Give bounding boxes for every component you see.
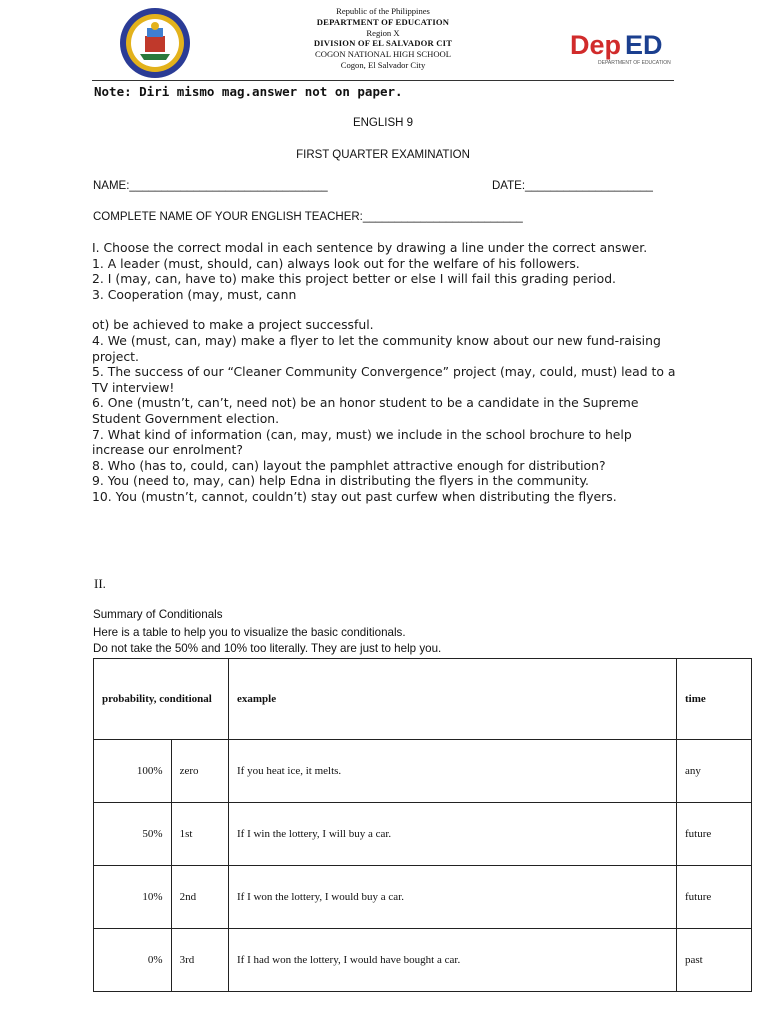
conditional-cell: 1st [171, 803, 228, 866]
question-item: 1. A leader (must, should, can) always look out for the welfare of his followers. [92, 255, 580, 271]
question-item: 10. You (mustn’t, cannot, couldn’t) stay out past curfew when distributing the flyers. [92, 488, 617, 504]
question-item: 6. One (mustn’t, can’t, need not) be an honor student to be a candidate in the Supreme Student Government election. [92, 395, 639, 426]
question-item: ot) be achieved to make a project successful. [92, 317, 374, 333]
date-field: DATE:____________________ [492, 180, 653, 192]
conditional-cell: 3rd [171, 929, 228, 992]
note-text: Note: Diri mismo mag.answer not on paper. [94, 84, 403, 99]
teacher-field: COMPLETE NAME OF YOUR ENGLISH TEACHER:_________________________ [93, 211, 523, 223]
part2-label: II. [94, 576, 106, 591]
header-probability: probability, conditional [94, 659, 229, 740]
header-divider [92, 80, 674, 81]
question-item: 8. Who (has to, could, can) layout the pamphlet attractive enough for distribution? [92, 457, 606, 473]
question-item: 3. Cooperation (may, must, cann [92, 286, 297, 302]
header-example: example [229, 659, 677, 740]
school-seal-logo [118, 6, 192, 80]
conditional-cell: 2nd [171, 866, 228, 929]
question-item: 2. I (may, can, have to) make this project better or else I will fail this grading period. [92, 271, 616, 287]
header-time: time [677, 659, 752, 740]
example-cell: If I win the lottery, I will buy a car. [229, 803, 677, 866]
probability-cell: 0% [94, 929, 172, 992]
time-cell: past [677, 929, 752, 992]
svg-text:Dep: Dep [570, 30, 622, 60]
conditionals-table [93, 658, 752, 992]
probability-cell: 100% [94, 740, 172, 803]
table-row [94, 866, 752, 929]
department-line: DEPARTMENT OF EDUCATION [316, 16, 450, 27]
division-line: DIVISION OF EL SALVADOR CIT [313, 38, 453, 49]
time-cell: any [677, 740, 752, 803]
table-row [94, 740, 752, 803]
question-item: 9. You (need to, may, can) help Edna in distributing the flyers in the community. [92, 473, 589, 489]
table-row [94, 929, 752, 992]
conditional-cell: zero [171, 740, 228, 803]
question-item: 7. What kind of information (can, may, must) we include in the school brochure to help increase our enrolment? [92, 426, 632, 458]
school-header [230, 6, 536, 71]
svg-text:DEPARTMENT OF EDUCATION: DEPARTMENT OF EDUCATION [598, 60, 671, 66]
svg-text:ED: ED [625, 30, 663, 60]
summary-intro-1: Here is a table to help you to visualize the basic conditionals. [93, 626, 406, 639]
republic-line: Republic of the Philippines [336, 6, 430, 16]
summary-intro-2: Do not take the 50% and 10% too literally. They are just to help you. [93, 642, 442, 655]
example-cell: If I had won the lottery, I would have bought a car. [229, 929, 677, 992]
exam-title: FIRST QUARTER EXAMINATION [296, 149, 470, 161]
subject-title: ENGLISH 9 [352, 117, 414, 129]
region-line: Region X [366, 27, 400, 38]
example-cell: If I won the lottery, I would buy a car. [229, 866, 677, 929]
question-item: 4. We (must, can, may) make a flyer to let the community know about our new fund-raising project. [92, 332, 661, 364]
address-line: Cogon, El Salvador City [340, 59, 426, 70]
school-line: COGON NATIONAL HIGH SCHOOL [315, 49, 451, 60]
probability-cell: 50% [94, 803, 172, 866]
summary-title: Summary of Conditionals [93, 608, 223, 621]
example-cell: If you heat ice, it melts. [229, 740, 677, 803]
deped-logo [570, 28, 680, 68]
part1-questions [92, 240, 682, 505]
name-field: NAME:_______________________________ [93, 180, 328, 192]
table-header-row [94, 659, 752, 740]
question-item: 5. The success of our “Cleaner Community Convergence” project (may, could, must) lead to a TV interview! [92, 364, 676, 395]
table-row [94, 803, 752, 866]
probability-cell: 10% [94, 866, 172, 929]
time-cell: future [677, 803, 752, 866]
part1-instruction: I. Choose the correct modal in each sentence by drawing a line under the correct answer. [92, 240, 648, 255]
time-cell: future [677, 866, 752, 929]
